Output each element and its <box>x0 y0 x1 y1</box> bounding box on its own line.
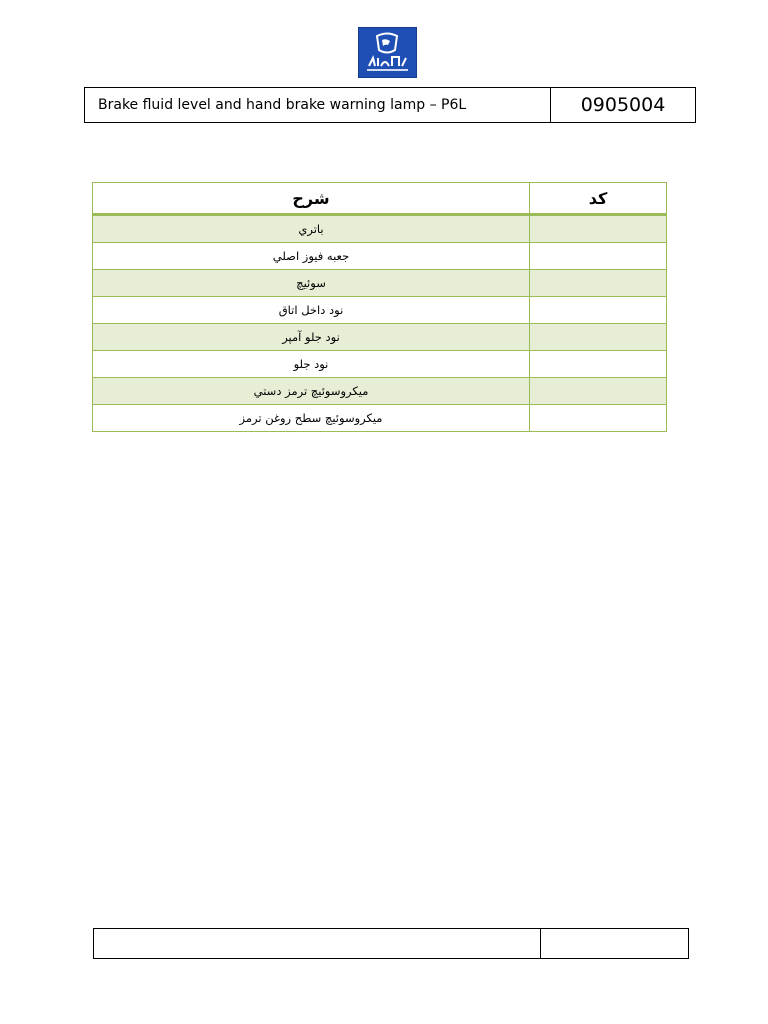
document-code: 0905004 <box>580 94 666 116</box>
column-header-description: شرح <box>93 183 530 215</box>
table-row <box>93 324 667 351</box>
part-description: نود جلو آمپر <box>93 324 530 351</box>
table-row <box>93 270 667 297</box>
part-code <box>530 378 667 405</box>
document-title: Brake fluid level and hand brake warning lamp – P6L <box>85 88 551 122</box>
document-header <box>84 87 696 123</box>
part-code <box>530 243 667 270</box>
logo-emblem-icon <box>359 28 416 77</box>
part-code <box>530 405 667 432</box>
table-row <box>93 351 667 378</box>
column-header-code: کد <box>530 183 667 215</box>
part-code <box>530 270 667 297</box>
company-logo <box>358 27 417 78</box>
part-description: ميكروسوئيچ سطح روغن ترمز <box>93 405 530 432</box>
table-row <box>93 215 667 243</box>
part-description: ميكروسوئيچ ترمز دستي <box>93 378 530 405</box>
part-description: جعبه فيوز اصلي <box>93 243 530 270</box>
part-code <box>530 215 667 243</box>
part-code <box>530 351 667 378</box>
table-row <box>93 297 667 324</box>
part-code <box>530 324 667 351</box>
part-description: نود جلو <box>93 351 530 378</box>
part-description: نود داخل اتاق <box>93 297 530 324</box>
table-row <box>93 378 667 405</box>
document-footer <box>93 928 689 959</box>
table-row <box>93 405 667 432</box>
table-row <box>93 243 667 270</box>
part-description: سوئيچ <box>93 270 530 297</box>
table-header-row <box>93 183 667 215</box>
part-code <box>530 297 667 324</box>
part-description: باتري <box>93 215 530 243</box>
parts-table <box>92 182 667 432</box>
footer-right-cell <box>541 929 688 958</box>
footer-left-cell <box>94 929 541 958</box>
